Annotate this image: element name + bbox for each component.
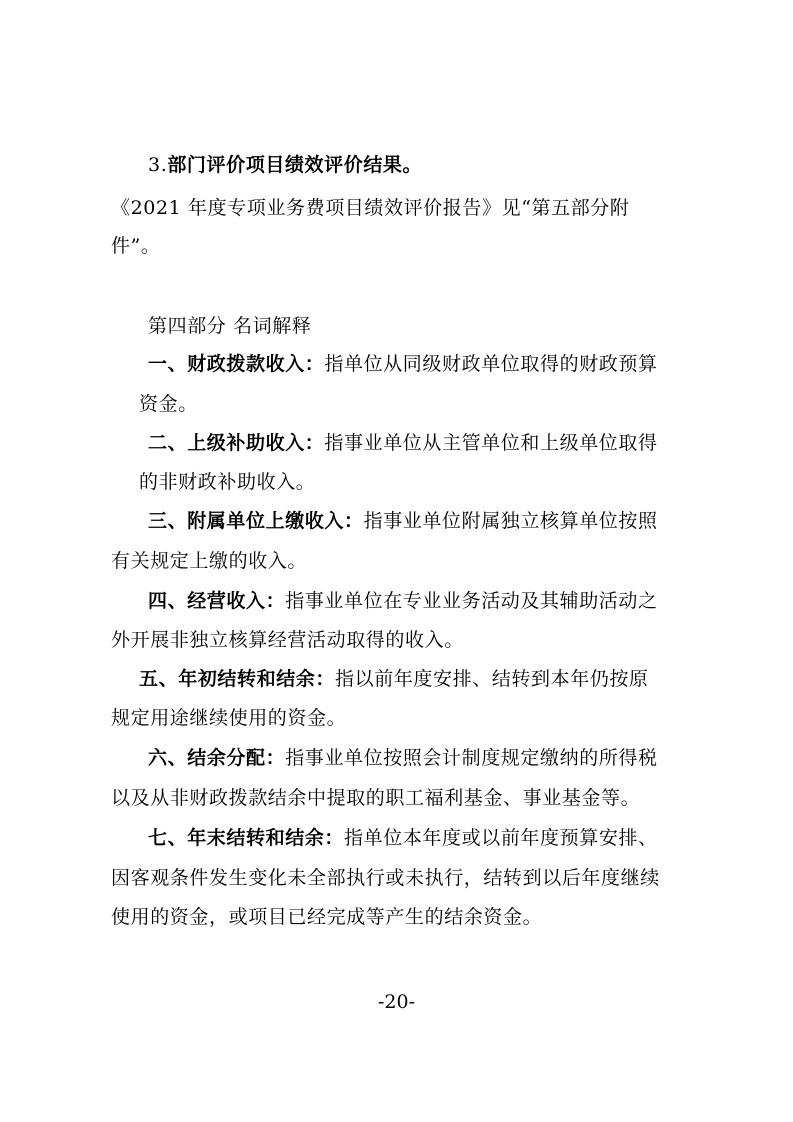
- definition-text: 指单位本年度或以前年度预算安排、: [344, 827, 658, 849]
- definition-text: 指单位从同级财政单位取得的财政预算: [324, 353, 658, 375]
- page-number: -20-: [377, 991, 416, 1013]
- definition-item-1-line2: 资金。: [139, 393, 198, 415]
- definition-text: 指事业单位按照会计制度规定缴纳的所得税: [285, 747, 658, 769]
- section3-heading: [148, 153, 422, 177]
- section3-heading-bold: 部门评价项目绩效评价结果。: [167, 154, 423, 176]
- section3-text-line2: 件”。: [111, 235, 161, 257]
- definition-text: 指事业单位从主管单位和上级单位取得: [324, 432, 658, 454]
- definition-term: 二、上级补助收入：: [148, 432, 325, 454]
- definition-item-6-line2: 以及从非财政拨款结余中提取的职工福利基金、事业基金等。: [111, 787, 641, 809]
- definition-item-4-line2: 外开展非独立核算经营活动取得的收入。: [111, 629, 464, 651]
- definition-item-2: [148, 431, 658, 455]
- definition-term: 四、经营收入：: [148, 590, 286, 612]
- definition-item-1: [148, 352, 658, 376]
- definition-text: 指事业单位附属独立核算单位按照: [363, 510, 658, 532]
- part4-title: 第四部分 名词解释: [148, 315, 312, 337]
- definition-text: 指事业单位在专业业务活动及其辅助活动之: [285, 590, 658, 612]
- definition-item-7-line2: 因客观条件发生变化未全部执行或未执行，结转到以后年度继续: [111, 867, 660, 889]
- definition-item-7-line3: 使用的资金，或项目已经完成等产生的结余资金。: [111, 906, 543, 928]
- definition-term: 一、财政拨款收入：: [148, 353, 325, 375]
- definition-item-6: [148, 746, 658, 770]
- section3-heading-prefix: 3.: [148, 154, 168, 176]
- definition-term: 三、附属单位上缴收入：: [148, 510, 364, 532]
- definition-term: 五、年初结转和结余：: [139, 668, 336, 690]
- definition-item-2-line2: 的非财政补助收入。: [139, 471, 316, 493]
- definition-text: 指以前年度安排、结转到本年仍按原: [335, 668, 649, 690]
- definition-item-5-line2: 规定用途继续使用的资金。: [111, 707, 347, 729]
- definition-item-4: [148, 589, 658, 613]
- definition-term: 六、结余分配：: [148, 747, 286, 769]
- definition-item-5: [139, 667, 649, 691]
- definition-item-7: [148, 826, 658, 850]
- definition-term: 七、年末结转和结余：: [148, 827, 345, 849]
- definition-item-3: [148, 509, 658, 533]
- definition-item-3-line2: 有关规定上缴的收入。: [111, 550, 308, 572]
- section3-text-line1: 《2021 年度专项业务费项目绩效评价报告》见“第五部分附: [111, 197, 630, 219]
